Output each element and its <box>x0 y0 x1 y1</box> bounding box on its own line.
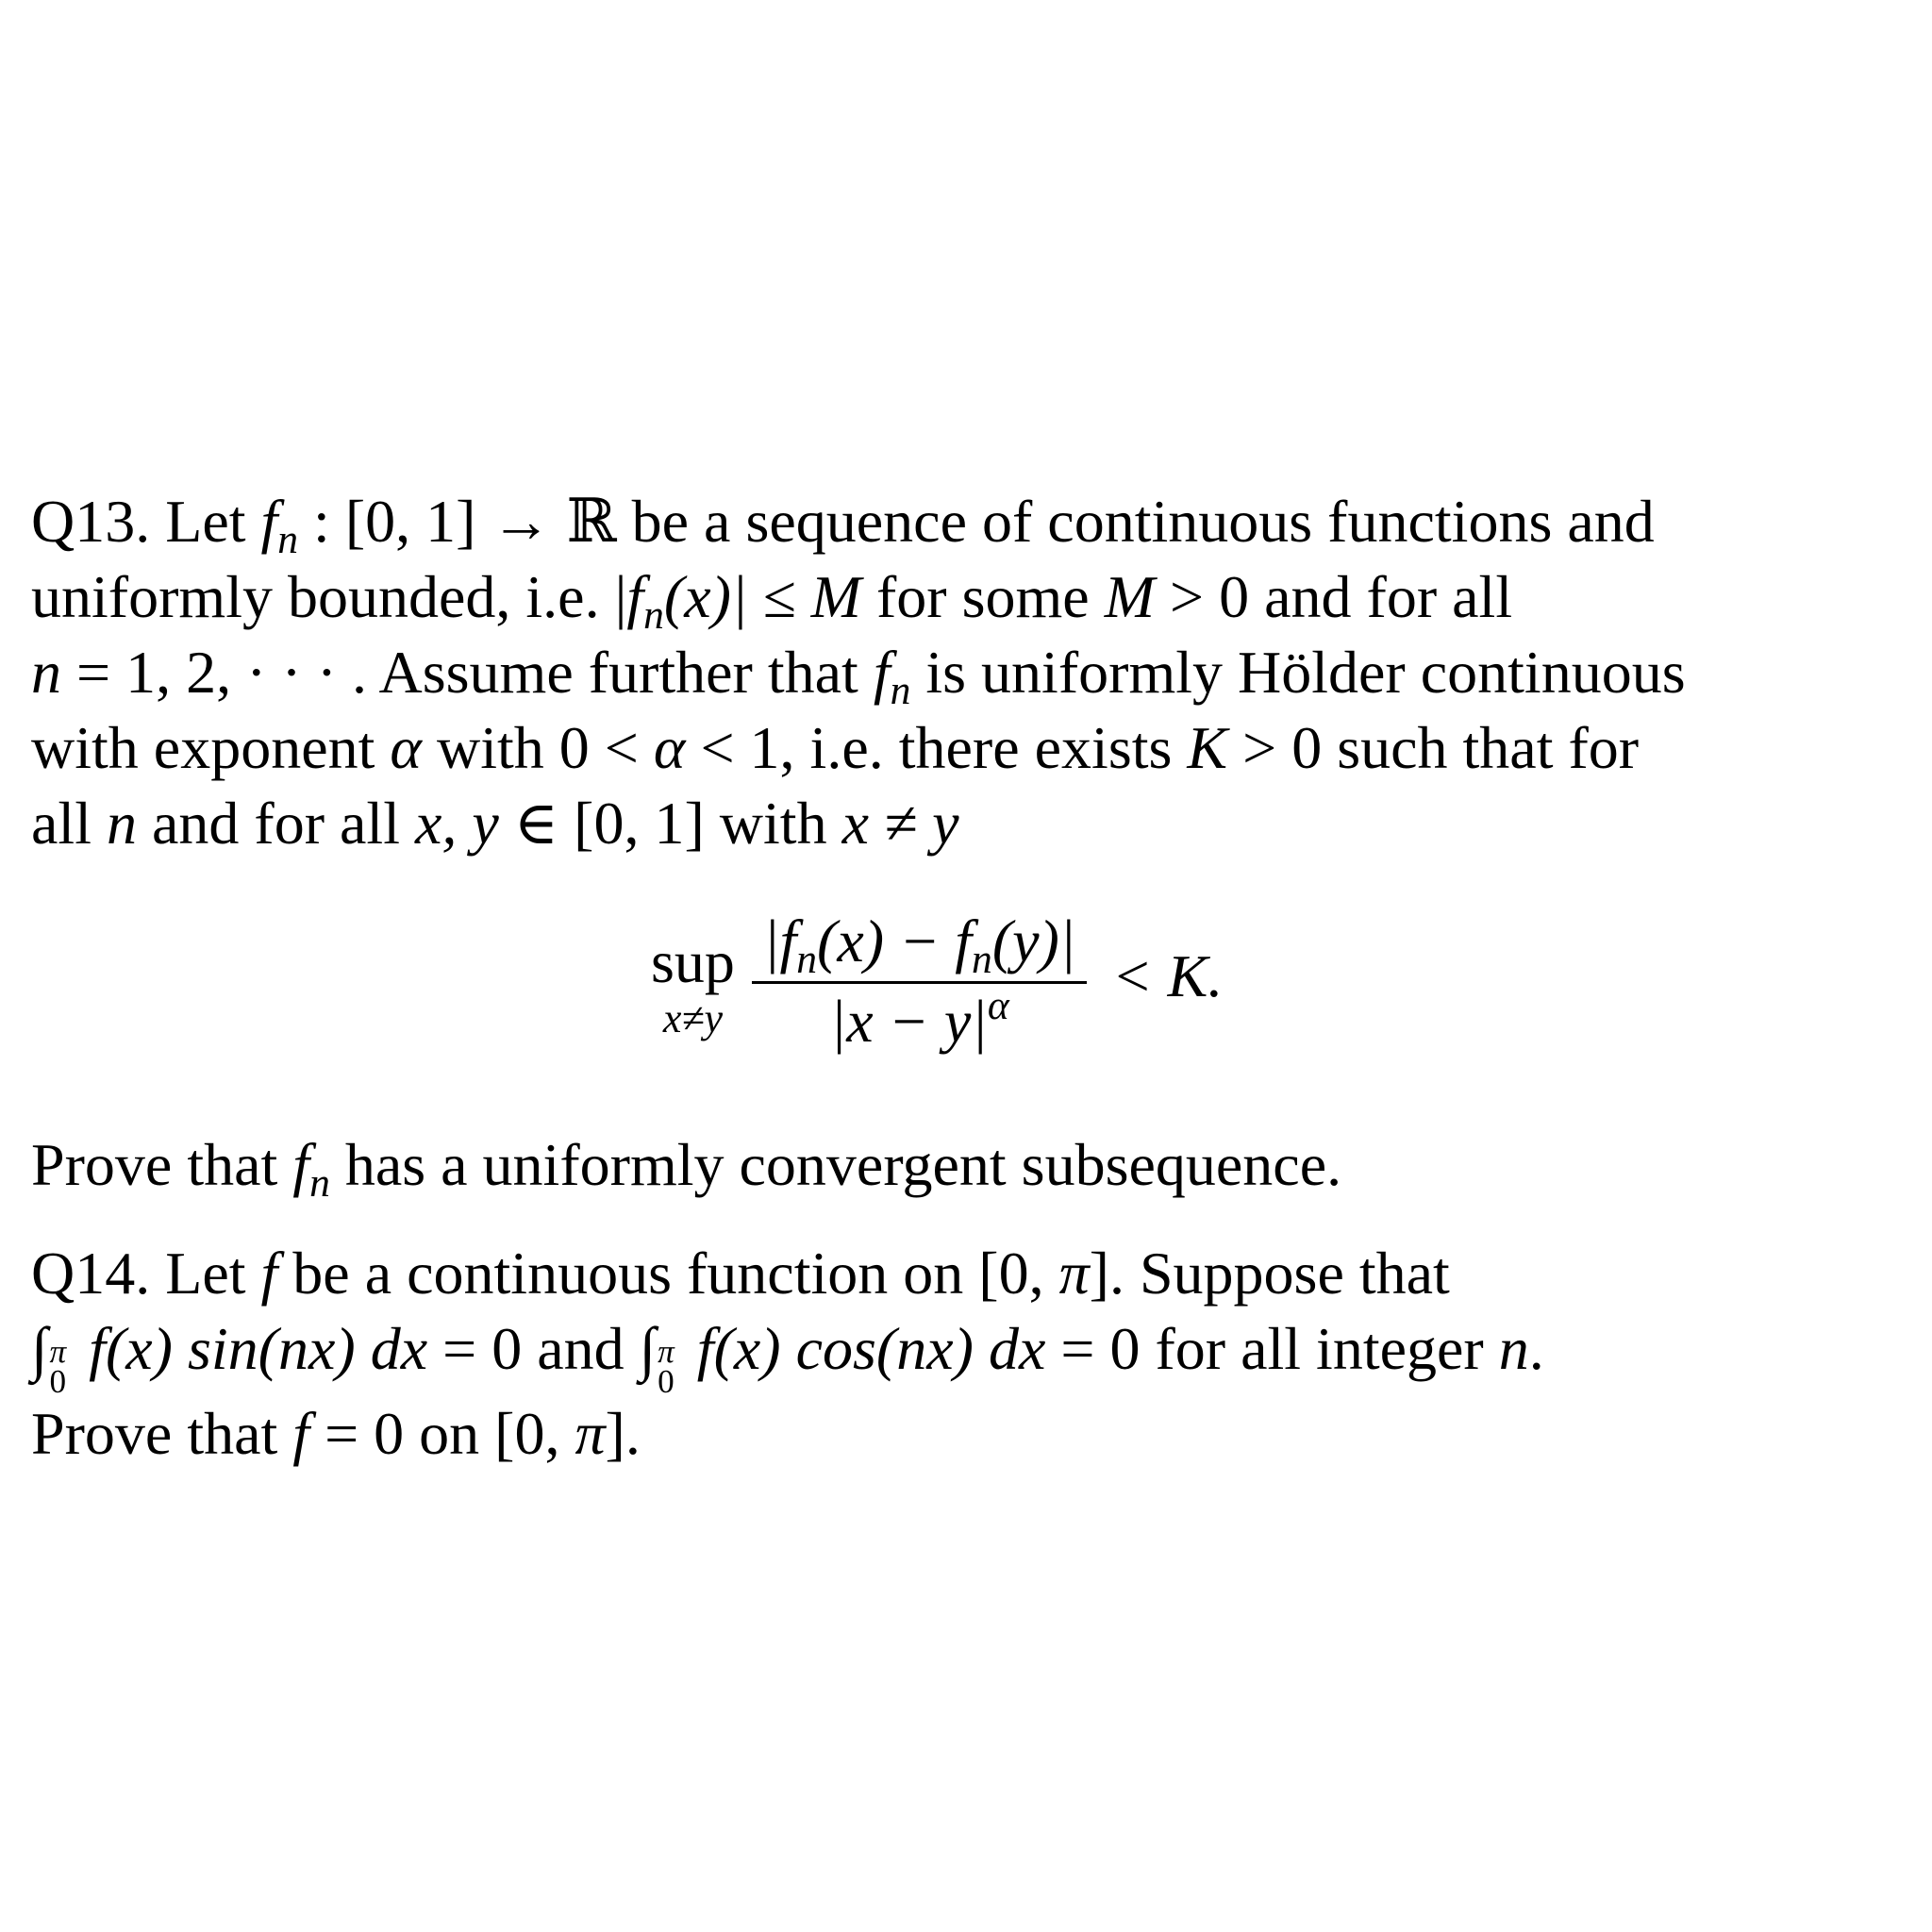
text: with exponent <box>31 714 391 781</box>
math-alpha: α <box>390 714 422 781</box>
inequality-rhs: < K. <box>1111 942 1224 1009</box>
integral-limits <box>658 1332 675 1400</box>
q13-line-1 <box>31 484 1908 563</box>
text: has a uniformly convergent subsequence. <box>329 1131 1342 1198</box>
q13-line-5 <box>31 786 1908 861</box>
text: = 0 on [0, <box>309 1400 575 1468</box>
math-f: f <box>873 639 891 706</box>
q14-label: Q14. Let <box>31 1240 261 1307</box>
q13-line-3 <box>31 635 1908 714</box>
math-sub-n: n <box>309 1160 330 1207</box>
q14-line-2 <box>31 1311 1908 1400</box>
q13-prove-line <box>31 1127 1908 1207</box>
math-xy: x, y <box>414 790 499 857</box>
text: > 0 such that for <box>1227 714 1640 781</box>
text: ]. Suppose that <box>1089 1240 1450 1307</box>
q13-prove <box>31 1127 1908 1207</box>
text: ∈ [0, 1] with <box>498 790 842 857</box>
q13-label: Q13. Let <box>31 488 261 555</box>
math-f: f <box>260 488 278 555</box>
math-m: M <box>1104 563 1156 630</box>
text: = 0 and <box>427 1315 640 1382</box>
text: uniformly bounded, i.e. | <box>31 563 627 630</box>
math-x-neq-y: x ≠ y <box>841 790 959 857</box>
math-sub-n: n <box>277 517 299 563</box>
text: for some <box>860 563 1105 630</box>
q13-paragraph <box>31 484 1908 861</box>
holder-condition-equation <box>651 906 1223 1066</box>
math-n: n <box>106 790 137 857</box>
text: is uniformly Hölder continuous <box>910 639 1686 706</box>
math-alpha: α <box>653 714 686 781</box>
lower-limit: 0 <box>658 1362 675 1400</box>
num-sub: n <box>796 936 818 982</box>
num-part: |f <box>762 907 797 974</box>
math-domain: : [0, 1] → ℝ <box>298 488 617 555</box>
lower-limit: 0 <box>49 1362 67 1400</box>
text: Assume further that <box>367 639 874 706</box>
q14-line-3 <box>31 1396 1908 1472</box>
text: ]. <box>605 1400 641 1468</box>
text: Prove that <box>31 1400 293 1468</box>
text: and for all <box>136 790 415 857</box>
num-sub: n <box>972 936 992 982</box>
q13-line-2 <box>31 559 1908 639</box>
integral-limits <box>49 1332 67 1400</box>
math-f: f <box>626 563 644 630</box>
text: be a sequence of continuous functions and <box>616 488 1655 555</box>
den-exponent: α <box>987 982 1009 1028</box>
num-part: (y)| <box>991 907 1076 974</box>
math-n: n <box>31 639 61 706</box>
integrand-sin: f(x) sin(nx) dx <box>74 1315 428 1382</box>
fraction-numerator <box>752 908 1088 984</box>
upper-limit: π <box>49 1332 67 1370</box>
math-pi: π <box>1058 1240 1090 1307</box>
integral-sign: ∫ <box>639 1315 657 1382</box>
sup-subscript: x≠y <box>662 995 724 1041</box>
sup-label: sup <box>651 928 735 995</box>
den-part: |x − y| <box>829 987 988 1055</box>
math-k: K <box>1187 714 1228 781</box>
math-f: f <box>292 1131 310 1198</box>
math-sequence: = 1, 2, · · · . <box>61 639 368 706</box>
text: . <box>1528 1315 1544 1382</box>
num-part: (x) − f <box>817 907 973 974</box>
q13-line-4 <box>31 710 1908 786</box>
text: with 0 < <box>421 714 654 781</box>
sup-operator <box>651 929 735 1042</box>
text: > 0 and for all <box>1155 563 1513 630</box>
upper-limit: π <box>658 1332 675 1370</box>
math-bound: (x)| ≤ M <box>663 563 861 630</box>
text: Prove that <box>31 1131 293 1198</box>
math-f: f <box>292 1400 310 1468</box>
q14-line-1 <box>31 1236 1908 1311</box>
integral-sign: ∫ <box>31 1315 48 1382</box>
math-sub-n: n <box>890 668 911 714</box>
math-pi: π <box>575 1400 606 1468</box>
fraction-denominator <box>830 984 1009 1056</box>
fraction <box>752 908 1088 1056</box>
q14-paragraph <box>31 1236 1908 1472</box>
text: be a continuous function on [0, <box>277 1240 1059 1307</box>
text: all <box>31 790 107 857</box>
integrand-cos: f(x) cos(nx) dx <box>681 1315 1046 1382</box>
math-f: f <box>260 1240 278 1307</box>
text: < 1, i.e. there exists <box>685 714 1188 781</box>
math-sub-n: n <box>643 592 664 639</box>
text: = 0 for all integer <box>1045 1315 1499 1382</box>
math-n: n <box>1498 1315 1529 1382</box>
